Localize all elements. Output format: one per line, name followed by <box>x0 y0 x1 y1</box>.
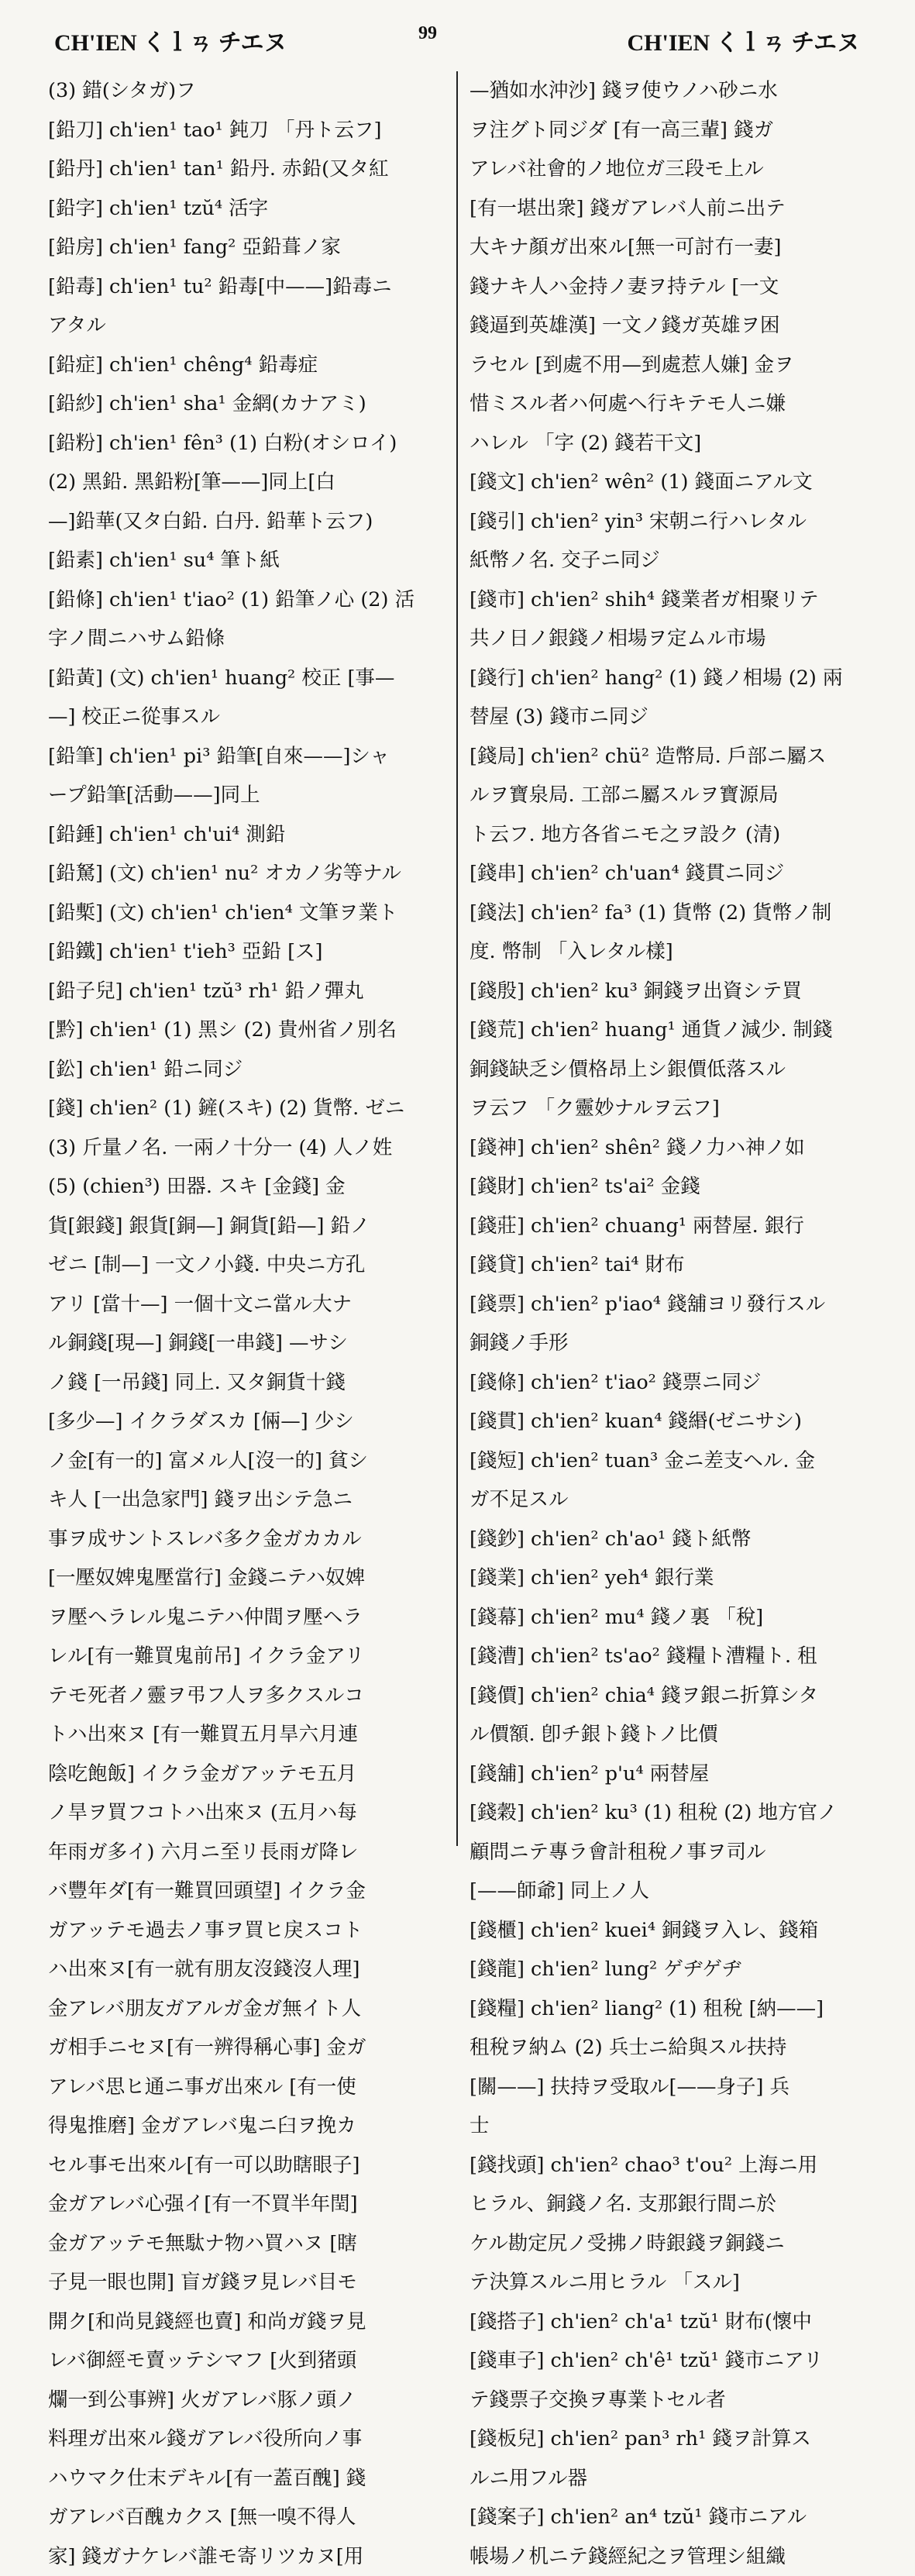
entry-line: [錢穀] ch'ien² ku³ (1) 租稅 (2) 地方官ノ <box>470 1793 880 1833</box>
entry-line: —猶如水沖沙] 錢ヲ使ウノハ砂ニ水 <box>470 71 880 111</box>
entry-line: [黔] ch'ien¹ (1) 黑シ (2) 貴州省ノ別名 <box>48 1011 445 1050</box>
entry-line: [錢糧] ch'ien² liang² (1) 租稅 [納——] <box>470 1989 880 2029</box>
entry-line: [鉛駑] (文) ch'ien¹ nu² オカノ劣等ナル <box>48 854 445 894</box>
entry-line: 子見一眼也開] 盲ガ錢ヲ見レバ目モ <box>48 2263 445 2302</box>
entry-line: [有一堪出衆] 錢ガアレバ人前ニ出テ <box>470 189 880 229</box>
entry-line: 陰吃飽飯] イクラ金ガアッテモ五月 <box>48 1755 445 1794</box>
entry-line: [錢財] ch'ien² ts'ai² 金錢 <box>470 1167 880 1207</box>
entry-line: (3) 斤量ノ名. 一兩ノ十分一 (4) 人ノ姓 <box>48 1128 445 1168</box>
entry-line: [鉛素] ch'ien¹ su⁴ 筆ト紙 <box>48 541 445 580</box>
entry-line: ヲ注グト同ジダ [有一高三輩] 錢ガ <box>470 111 880 150</box>
entry-line: [鉛子兒] ch'ien¹ tzŭ³ rh¹ 鉛ノ彈丸 <box>48 972 445 1011</box>
entry-line: [錢找頭] ch'ien² chao³ t'ou² 上海ニ用 <box>470 2146 880 2185</box>
entry-line: [鉛毒] ch'ien¹ tu² 鉛毒[中——]鉛毒ニ <box>48 267 445 307</box>
entry-line: [錢案子] ch'ien² an⁴ tzŭ¹ 錢市ニアル <box>470 2498 880 2537</box>
entry-line: [鉛症] ch'ien¹ chêng⁴ 鉛毒症 <box>48 346 445 385</box>
entry-line: 家] 錢ガナケレバ誰モ寄リツカヌ[用 <box>48 2537 445 2576</box>
entry-line: [錢櫃] ch'ien² kuei⁴ 銅錢ヲ入レ、錢箱 <box>470 1911 880 1951</box>
entry-line: 年雨ガ多イ) 六月ニ至リ長雨ガ降レ <box>48 1833 445 1872</box>
entry-line: [錢串] ch'ien² ch'uan⁴ 錢貫ニ同ジ <box>470 854 880 894</box>
entry-line: [錢] ch'ien² (1) 鏟(スキ) (2) 貨幣. ゼニ <box>48 1089 445 1128</box>
entry-line: バ豐年ダ[有一難買回頭望] イクラ金 <box>48 1872 445 1911</box>
entry-line: [多少—] イクラダスカ [倆—] 少シ <box>48 1402 445 1441</box>
entry-line: ゼニ [制—] 一文ノ小錢. 中央ニ方孔 <box>48 1245 445 1285</box>
entry-line: テ錢票子交換ヲ專業トセル者 <box>470 2381 880 2420</box>
entry-line: [錢價] ch'ien² chia⁴ 錢ヲ銀ニ折算シタ <box>470 1676 880 1716</box>
entry-line: 銅錢ノ手形 <box>470 1324 880 1363</box>
entry-line: (2) 黑鉛. 黑鉛粉[筆——]同上[白 <box>48 463 445 502</box>
entry-line: ヒラル、銅錢ノ名. 支那銀行間ニ於 <box>470 2185 880 2224</box>
entry-line: 帳場ノ机ニテ錢經紀之ヲ管理シ組織 <box>470 2537 880 2576</box>
column-divider <box>456 71 458 1846</box>
left-column <box>48 71 445 1846</box>
entry-line: [鉛房] ch'ien¹ fang² 亞鉛葺ノ家 <box>48 228 445 267</box>
entry-line: [錢龍] ch'ien² lung² ゲヂゲヂ <box>470 1950 880 1989</box>
entry-line: [錢貸] ch'ien² tai⁴ 財布 <box>470 1245 880 1285</box>
entry-line: [錢舖] ch'ien² p'u⁴ 兩替屋 <box>470 1755 880 1794</box>
entry-line: ル銅錢[現—] 銅錢[一串錢] —サシ <box>48 1324 445 1363</box>
entry-line: ハレル 「字 (2) 錢若干文] <box>470 424 880 463</box>
entry-line: 錢ナキ人ハ金持ノ妻ヲ持テル [一文 <box>470 267 880 307</box>
entry-line: [鉛筆] ch'ien¹ pi³ 鉛筆[自來——]シャ <box>48 737 445 777</box>
entry-line: [一壓奴婢鬼壓當行] 金錢ニテハ奴婢 <box>48 1558 445 1598</box>
entry-line: ヲ壓ヘラレル鬼ニテハ仲間ヲ壓ヘラ <box>48 1598 445 1638</box>
entry-line: 紙幣ノ名. 交子ニ同ジ <box>470 541 880 580</box>
entry-line: [錢法] ch'ien² fa³ (1) 貨幣 (2) 貨幣ノ制 <box>470 894 880 933</box>
entry-line: [鈆] ch'ien¹ 鉛ニ同ジ <box>48 1050 445 1090</box>
entry-line: テモ死者ノ靈ヲ弔フ人ヲ多クスルコ <box>48 1676 445 1716</box>
entry-line: 租稅ヲ納ム (2) 兵士ニ給與スル扶持 <box>470 2028 880 2068</box>
entry-line: [鉛粉] ch'ien¹ fên³ (1) 白粉(オシロイ) <box>48 424 445 463</box>
entry-line: ガ不足スル <box>470 1480 880 1520</box>
entry-line: [鉛刀] ch'ien¹ tao¹ 鈍刀 「丹ト云フ] <box>48 111 445 150</box>
entry-line: ハウマク仕末デキル[有一蓋百醜] 錢 <box>48 2459 445 2499</box>
entry-line: [錢條] ch'ien² t'iao² 錢票ニ同ジ <box>470 1363 880 1403</box>
entry-line: [錢莊] ch'ien² chuang¹ 兩替屋. 銀行 <box>470 1207 880 1246</box>
entry-line: ル價額. 卽チ銀ト錢トノ比價 <box>470 1715 880 1755</box>
entry-line: テ決算スルニ用ヒラル 「スル] <box>470 2263 880 2302</box>
entry-line: [鉛丹] ch'ien¹ tan¹ 鉛丹. 赤鉛(又タ紅 <box>48 150 445 189</box>
entry-line: 金アレバ朋友ガアルガ金ガ無イト人 <box>48 1989 445 2029</box>
entry-line: [鉛錘] ch'ien¹ ch'ui⁴ 測鉛 <box>48 815 445 855</box>
entry-line: [錢引] ch'ien² yin³ 宋朝ニ行ハレタル <box>470 502 880 542</box>
entry-line: [錢搭子] ch'ien² ch'a¹ tzŭ¹ 財布(懷中 <box>470 2302 880 2342</box>
entry-line: ノ金[有一的] 富メル人[沒一的] 貧シ <box>48 1441 445 1481</box>
page-header <box>54 23 860 62</box>
entry-line: 字ノ間ニハサム鉛條 <box>48 619 445 659</box>
entry-line: 錢逼到英雄漢] 一文ノ錢ガ英雄ヲ困 <box>470 306 880 346</box>
entry-line: [錢板兒] ch'ien² pan³ rh¹ 錢ヲ計算ス <box>470 2419 880 2459</box>
entry-line: 爛一到公事辨] 火ガアレバ豚ノ頭ノ <box>48 2381 445 2420</box>
entry-line: [鉛條] ch'ien¹ t'iao² (1) 鉛筆ノ心 (2) 活 <box>48 580 445 620</box>
entry-line: 金ガアッテモ無駄ナ物ハ買ハヌ [瞎 <box>48 2224 445 2264</box>
entry-line: ガアッテモ過去ノ事ヲ買ヒ戾スコト <box>48 1911 445 1951</box>
entry-line: [錢神] ch'ien² shên² 錢ノ力ハ神ノ如 <box>470 1128 880 1168</box>
entry-line: 料理ガ出來ル錢ガアレバ役所向ノ事 <box>48 2419 445 2459</box>
entry-line: アタル <box>48 306 445 346</box>
page-number: 99 <box>418 23 437 44</box>
entry-line: [錢鈔] ch'ien² ch'ao¹ 錢ト紙幣 <box>470 1520 880 1559</box>
entry-line: ハ出來ヌ[有一就有朋友沒錢沒人理] <box>48 1950 445 1989</box>
entry-line: ルニ用フル器 <box>470 2459 880 2499</box>
entry-line: [錢市] ch'ien² shih⁴ 錢業者ガ相聚リテ <box>470 580 880 620</box>
entry-line: [錢局] ch'ien² chü² 造幣局. 戶部ニ屬ス <box>470 737 880 777</box>
entry-line: [鉛槧] (文) ch'ien¹ ch'ien⁴ 文筆ヲ業ト <box>48 894 445 933</box>
entry-line: [錢車子] ch'ien² ch'ê¹ tzŭ¹ 錢市ニアリ <box>470 2341 880 2381</box>
entry-line: [錢幕] ch'ien² mu⁴ 錢ノ裏 「稅] <box>470 1598 880 1638</box>
entry-line: 得鬼推磨] 金ガアレバ鬼ニ臼ヲ挽カ <box>48 2106 445 2146</box>
entry-line: トハ出來ヌ [有一難買五月旱六月連 <box>48 1715 445 1755</box>
entry-line: [錢荒] ch'ien² huang¹ 通貨ノ減少. 制錢 <box>470 1011 880 1050</box>
entry-line: ノ錢 [一吊錢] 同上. 又タ銅貨十錢 <box>48 1363 445 1403</box>
entry-line: (3) 錯(シタガ)フ <box>48 71 445 111</box>
entry-line: 顧問ニテ專ラ會計租稅ノ事ヲ司ル <box>470 1833 880 1872</box>
right-column <box>470 71 880 1846</box>
entry-line: [錢殷] ch'ien² ku³ 銅錢ヲ出資シテ買 <box>470 972 880 1011</box>
entry-line: 度. 幣制 「入レタル樣] <box>470 932 880 972</box>
entry-line: ガアレバ百醜カクス [無一嗅不得人 <box>48 2498 445 2537</box>
entry-line: ケル勘定尻ノ受拂ノ時銀錢ヲ銅錢ニ <box>470 2224 880 2264</box>
entry-line: 貨[銀錢] 銀貨[銅—] 銅貨[鉛—] 鉛ノ <box>48 1207 445 1246</box>
entry-line: 共ノ日ノ銀錢ノ相場ヲ定ムル市場 <box>470 619 880 659</box>
entry-line: [錢漕] ch'ien² ts'ao² 錢糧ト漕糧ト. 租 <box>470 1637 880 1676</box>
entry-line: セル事モ出來ル[有一可以助瞎眼子] <box>48 2146 445 2185</box>
entry-line: 惜ミスル者ハ何處ヘ行キテモ人ニ嫌 <box>470 384 880 424</box>
entry-line: ノ旱ヲ買フコトハ出來ヌ (五月ハ每 <box>48 1793 445 1833</box>
entry-line: 銅錢缺乏シ價格昂上シ銀價低落スル <box>470 1050 880 1090</box>
entry-line: ルヲ寶泉局. 工部ニ屬スルヲ寶源局 <box>470 776 880 815</box>
entry-line: [錢行] ch'ien² hang² (1) 錢ノ相場 (2) 兩 <box>470 659 880 698</box>
header-right-heading: CH'IEN くｌㄢ チエヌ <box>628 23 860 57</box>
entry-line: (5) (chien³) 田器. スキ [金錢] 金 <box>48 1167 445 1207</box>
entry-line: [錢文] ch'ien² wên² (1) 錢面ニアル文 <box>470 463 880 502</box>
entry-line: 金ガアレバ心强イ[有一不買半年閏] <box>48 2185 445 2224</box>
entry-line: キ人 [一出急家門] 錢ヲ出シテ急ニ <box>48 1480 445 1520</box>
entry-line: ガ相手ニセヌ[有一辨得稱心事] 金ガ <box>48 2028 445 2068</box>
entry-line: [鉛字] ch'ien¹ tzŭ⁴ 活字 <box>48 189 445 229</box>
entry-line: [關——] 扶持ヲ受取ル[——身子] 兵 <box>470 2068 880 2107</box>
entry-line: レバ御經モ賣ッテシマフ [火到猪頭 <box>48 2341 445 2381</box>
entry-line: [錢業] ch'ien² yeh⁴ 銀行業 <box>470 1558 880 1598</box>
entry-line: [錢短] ch'ien² tuan³ 金ニ差支ヘル. 金 <box>470 1441 880 1481</box>
entry-line: 大キナ顏ガ出來ル[無一可討冇一妻] <box>470 228 880 267</box>
header-left-heading: CH'IEN くｌㄢ チエヌ <box>54 23 287 57</box>
entry-line: [錢貫] ch'ien² kuan⁴ 錢緡(ゼニサシ) <box>470 1402 880 1441</box>
entry-line: アリ [當十—] 一個十文ニ當ル大ナ <box>48 1285 445 1324</box>
entry-line: ト云フ. 地方各省ニモ之ヲ設ク (清) <box>470 815 880 855</box>
entry-line: アレバ社會的ノ地位ガ三段モ上ル <box>470 150 880 189</box>
entry-line: [錢票] ch'ien² p'iao⁴ 錢舖ヨリ發行スル <box>470 1285 880 1324</box>
entry-line: アレバ思ヒ通ニ事ガ出來ル [有一使 <box>48 2068 445 2107</box>
entry-line: 開ク[和尚見錢經也賣] 和尚ガ錢ヲ見 <box>48 2302 445 2342</box>
entry-line: 事ヲ成サントスレバ多ク金ガカカル <box>48 1520 445 1559</box>
entry-line: 替屋 (3) 錢市ニ同ジ <box>470 697 880 737</box>
entry-line: —] 校正ニ從事スル <box>48 697 445 737</box>
entry-line: レル[有一難買鬼前吊] イクラ金アリ <box>48 1637 445 1676</box>
entry-line: ヲ云フ 「ク靈妙ナルヲ云フ] <box>470 1089 880 1128</box>
entry-line: —]鉛華(又タ白鉛. 白丹. 鉛華ト云フ) <box>48 502 445 542</box>
entry-line: ラセル [到處不用—到處惹人嫌] 金ヲ <box>470 346 880 385</box>
entry-line: 士 <box>470 2106 880 2146</box>
entry-line: ープ鉛筆[活動——]同上 <box>48 776 445 815</box>
entry-line: [鉛黃] (文) ch'ien¹ huang² 校正 [事— <box>48 659 445 698</box>
entry-line: [鉛鐵] ch'ien¹ t'ieh³ 亞鉛 [ス] <box>48 932 445 972</box>
entry-line: [鉛紗] ch'ien¹ sha¹ 金網(カナアミ) <box>48 384 445 424</box>
entry-line: [——師爺] 同上ノ人 <box>470 1872 880 1911</box>
